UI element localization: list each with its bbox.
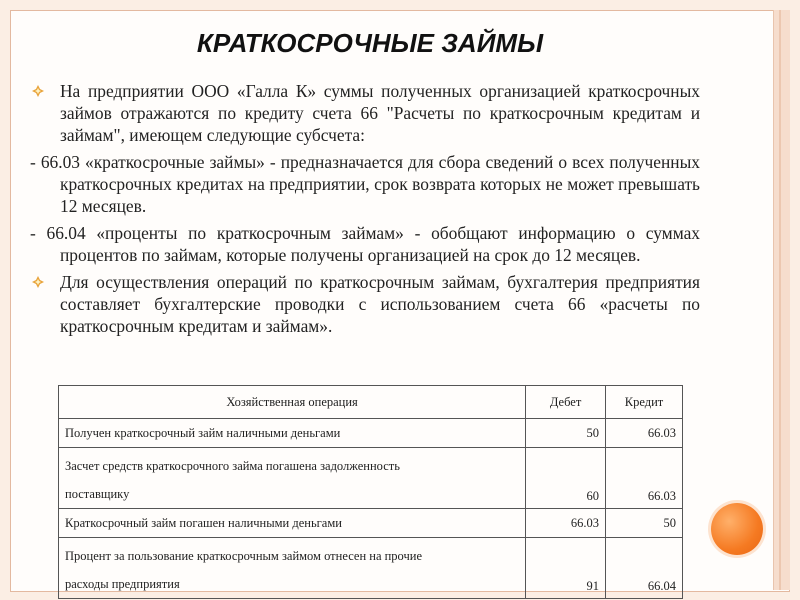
cell-debit: 66.03: [526, 509, 606, 538]
cell-operation-line2: поставщику: [65, 487, 130, 501]
header-credit: Кредит: [606, 386, 683, 419]
table-header-row: [59, 386, 683, 419]
cell-operation-text: Получен краткосрочный займ наличными деньгами: [65, 425, 341, 440]
bullet-diamond-icon: [32, 276, 44, 288]
paragraph-subaccount-6604: - 66.04 «проценты по краткосрочным займам» - обобщают информацию о суммах процентов по займам, которые получены организацией на срок до 12 месяцев.: [30, 223, 700, 265]
paragraph-intro-text: На предприятии ООО «Галла К» суммы полученных организацией краткосрочных займов отражаются по кредиту счета 66 "Расчеты по краткосрочным кредитам и займам", имеющем следующие субсчета:: [60, 81, 700, 145]
cell-debit: 60: [526, 448, 606, 509]
cell-operation: [59, 448, 526, 509]
table-row: [59, 448, 683, 509]
table-row: [59, 509, 683, 538]
cell-debit: 50: [526, 419, 606, 448]
cell-debit: 91: [526, 538, 606, 599]
paragraph-subaccount-6603: - 66.03 «краткосрочные займы» - предназначается для сбора сведений о всех полученных краткосрочных кредитах на предприятии, срок возврата которых не может превышать 12 месяцев.: [30, 152, 700, 216]
cell-operation: [59, 509, 526, 538]
cell-operation-text: Краткосрочный займ погашен наличными деньгами: [65, 515, 342, 530]
orange-circle-decoration: [711, 503, 763, 555]
bullet-diamond-icon: [32, 85, 44, 97]
paragraph-postings: [30, 271, 700, 337]
paragraph-intro: [30, 80, 700, 146]
slide-title: КРАТКОСРОЧНЫЕ ЗАЙМЫ: [196, 28, 544, 58]
postings-table-wrap: [58, 385, 683, 599]
cell-credit: 50: [606, 509, 683, 538]
header-debit: Дебет: [526, 386, 606, 419]
slide-content: [30, 80, 700, 342]
slide-side-bar: [773, 10, 790, 590]
paragraph-postings-text: Для осуществления операций по краткосрочным займам, бухгалтерия предприятия составляет бухгалтерские проводки с использованием счета 66 «расчеты по краткосрочным кредитам и займам».: [60, 272, 700, 336]
cell-operation: [59, 419, 526, 448]
cell-credit: 66.03: [606, 448, 683, 509]
table-row: [59, 538, 683, 599]
cell-credit: 66.03: [606, 419, 683, 448]
cell-operation-line1: Засчет средств краткосрочного займа погашена задолженность: [65, 459, 400, 473]
cell-operation-line2: расходы предприятия: [65, 577, 180, 591]
table-row: [59, 419, 683, 448]
cell-operation: [59, 538, 526, 599]
header-operation: Хозяйственная операция: [59, 386, 526, 419]
cell-operation-line1: Процент за пользование краткосрочным займом отнесен на прочие: [65, 549, 423, 563]
postings-table: [58, 385, 683, 599]
cell-credit: 66.04: [606, 538, 683, 599]
